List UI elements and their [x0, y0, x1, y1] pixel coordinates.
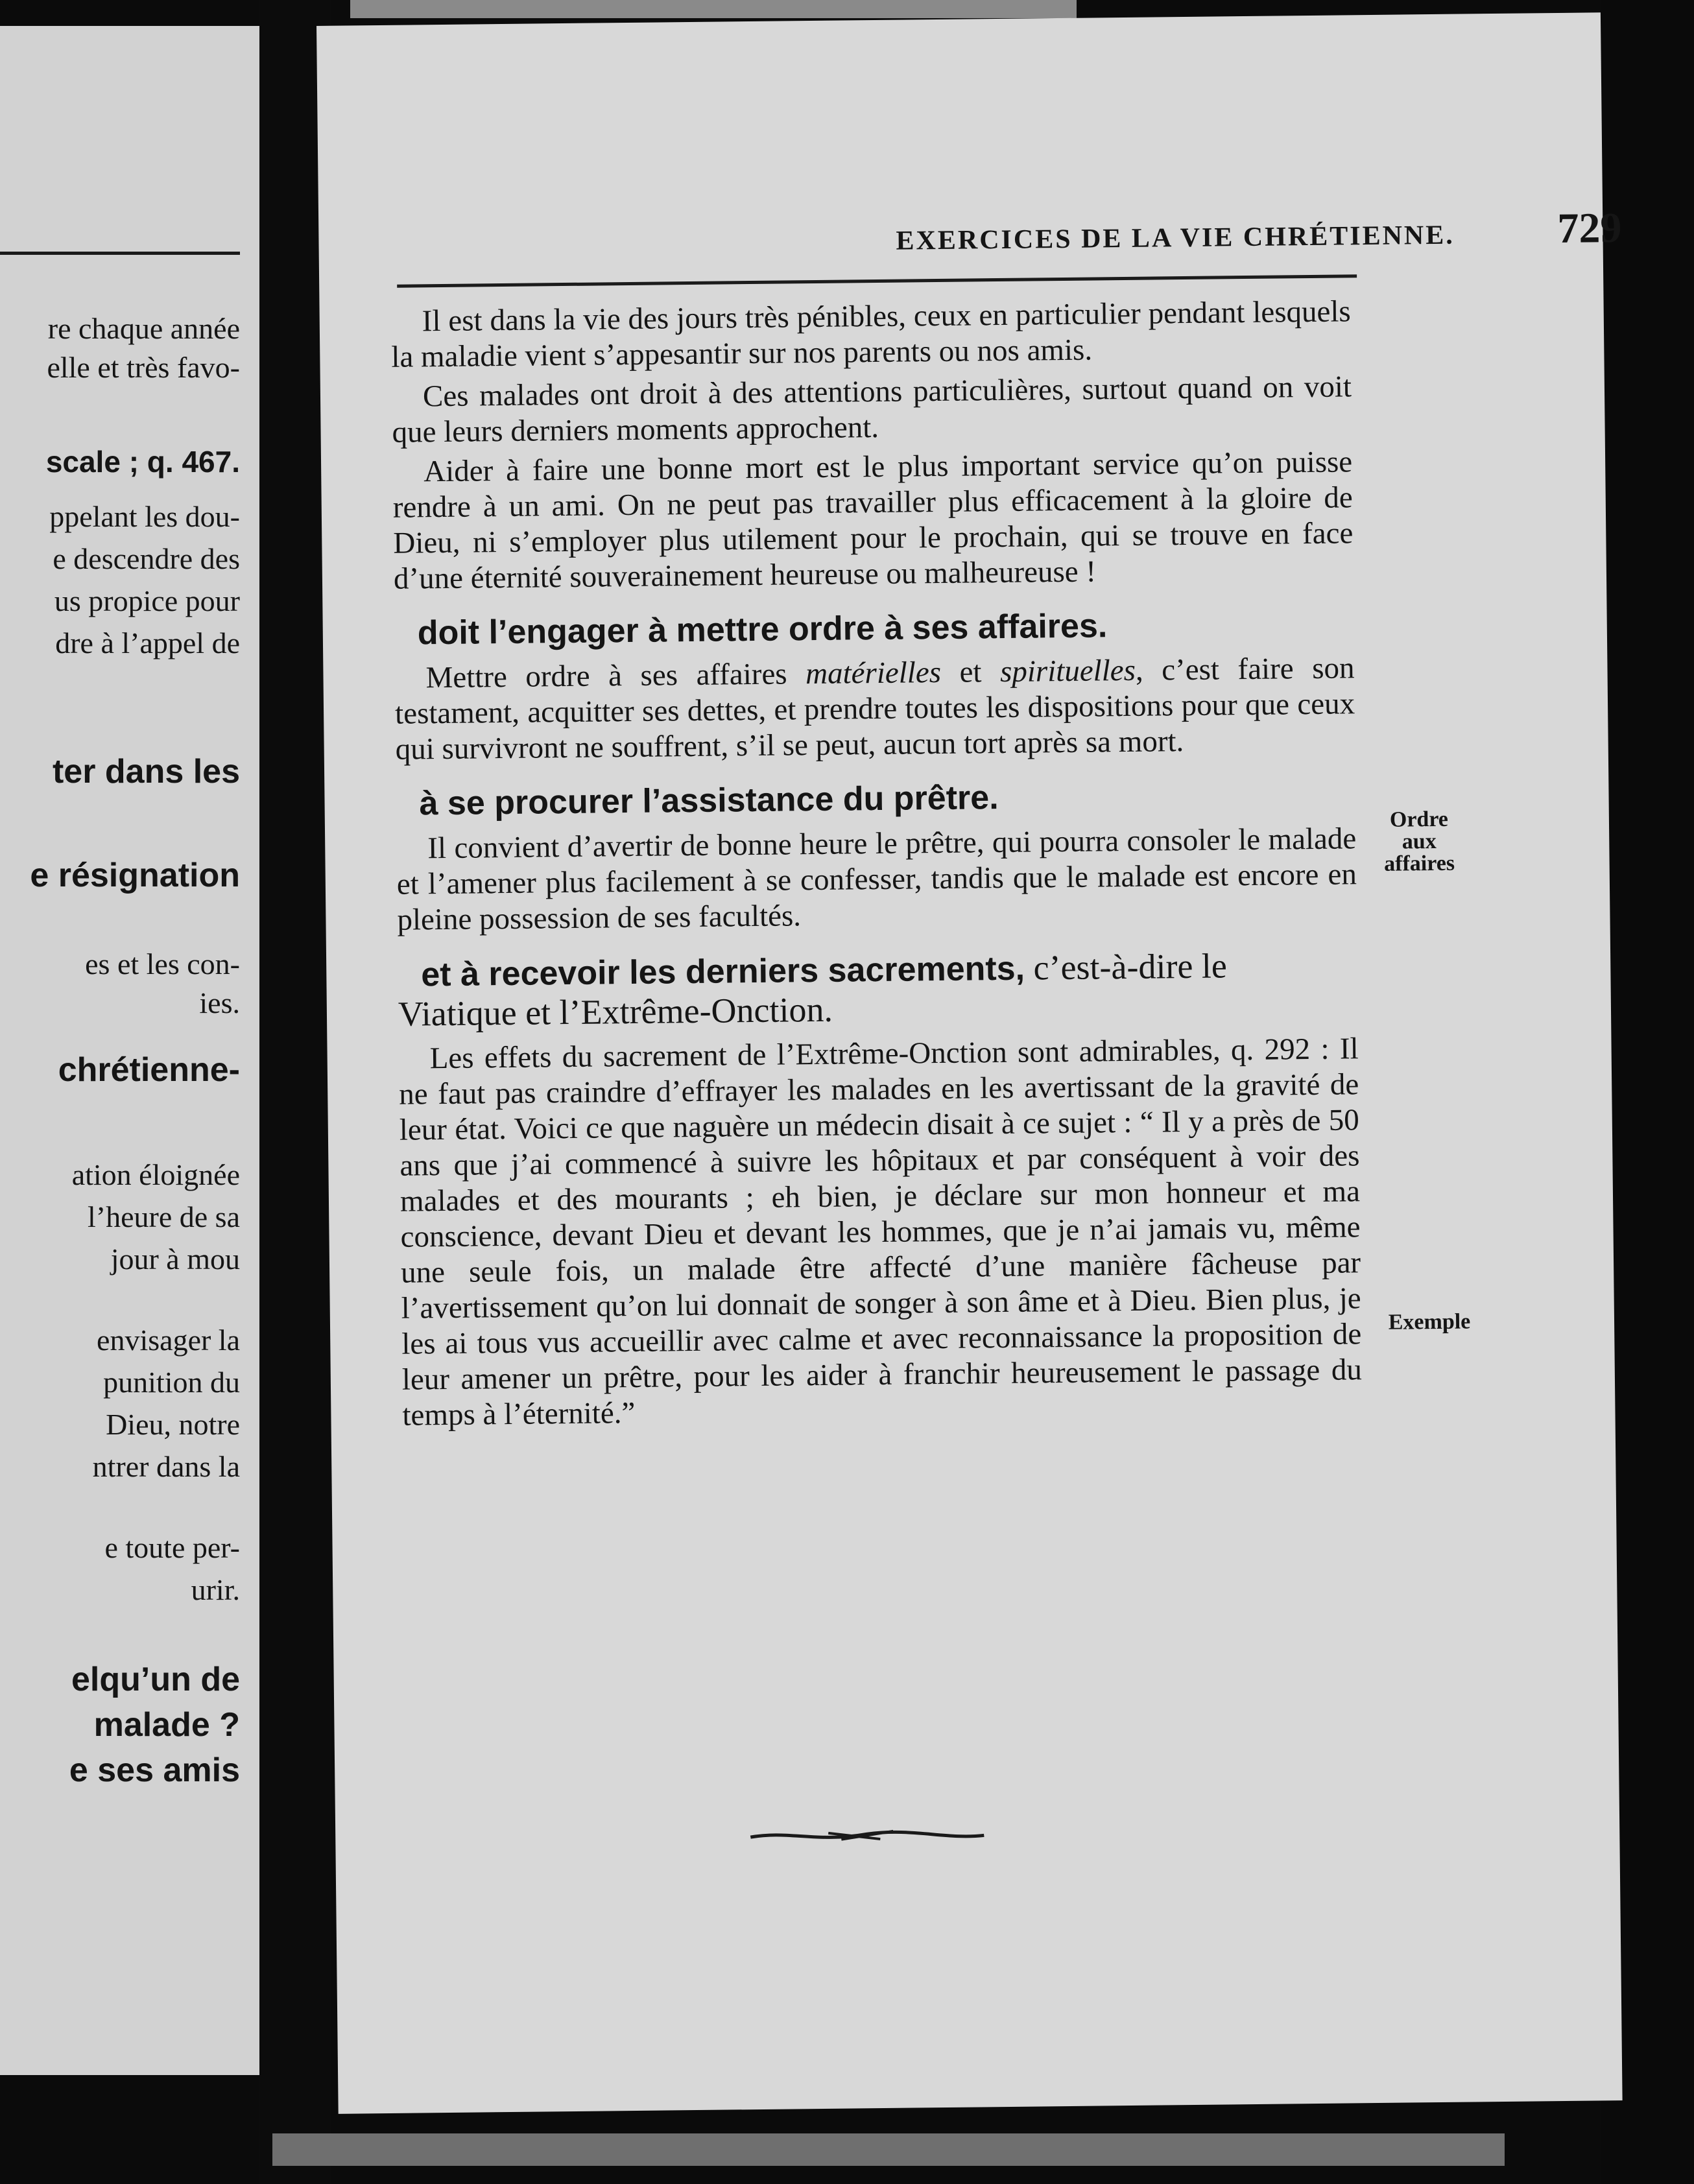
text-run: et — [940, 655, 1001, 689]
heading-assistance-pretre: à se procurer l’assistance du prêtre. — [419, 779, 999, 823]
paragraph-ordre-affaires — [394, 650, 1355, 767]
previous-page-line: re chaque année — [47, 312, 240, 345]
text-run: , c’est faire son testament, acquitter ses dettes, et prendre toutes les dispositions pour que ceux qui survivront ne souffrent, s’il se peut, aucun tort après sa mort. — [394, 651, 1355, 766]
previous-page-line: e ses amis — [69, 1751, 240, 1789]
running-title: EXERCICES DE LA VIE CHRÉTIENNE. — [896, 220, 1455, 256]
previous-page-fragment — [0, 26, 259, 2075]
paragraph-intro: Il est dans la vie des jours très pénibles, ceux en particulier pendant lesquels la maladie vient s’appesantir sur nos parents ou nos amis. — [391, 294, 1351, 374]
page-729 — [316, 12, 1623, 2114]
heading-derniers-sacrements — [398, 945, 1358, 1034]
running-head — [584, 196, 1675, 267]
previous-page-line: ntrer dans la — [92, 1450, 240, 1483]
previous-page-line: dre à l’appel de — [55, 626, 240, 659]
heading-bold-part: et à recevoir les derniers sacrements, — [421, 949, 1025, 994]
end-ornament — [750, 1825, 984, 1847]
previous-page-line: chrétienne- — [58, 1051, 240, 1089]
previous-page-line: e descendre des — [53, 542, 240, 575]
text-run: Mettre ordre à ses affaires — [425, 657, 806, 695]
page-body — [390, 294, 1362, 1433]
page-number: 729 — [1557, 204, 1622, 252]
scan-edge-top — [350, 0, 1077, 18]
previous-page-line: punition du — [103, 1366, 240, 1399]
header-rule — [397, 274, 1357, 287]
emphasis-materielles: matérielles — [805, 655, 942, 691]
previous-page-line: Dieu, notre — [106, 1408, 240, 1441]
emphasis-spirituelles: spirituelles — [999, 653, 1136, 689]
previous-page-line: ies. — [199, 986, 240, 1019]
paragraph-extreme-onction: Les effets du sacrement de l’Extrême-Onction sont admirables, q. 292 : Il ne faut pas craindre d’effrayer les malades en les avertissant de la gravité de leur état. Voici ce que naguère un médecin disait à ce sujet : “ Il y a près de 50 ans que j’ai commencé à suivre les hôpitaux et par conséquent à voir des malades et des mourants ; eh bien, je déclare sur mon honneur et ma conscience, devant Dieu et devant les hommes, que je n’ai jamais vu, même une seule fois, un malade être affecté d’une manière fâcheuse par l’avertissement qu’on lui donnait de songer à son âme et à Dieu. Bien plus, je les ai tous vus accueillir avec calme et avec reconnaissance la proposition de leur amener un prêtre, pour les aider à franchir heureusement le passage du temps à l’éternité.” — [398, 1032, 1363, 1432]
previous-page-line: e toute per- — [104, 1531, 240, 1564]
previous-page-line: us propice pour — [54, 584, 240, 617]
previous-page-line: scale ; q. 467. — [45, 445, 240, 479]
heading-continuation: Viatique et l’Extrême-Onction. — [398, 990, 833, 1034]
previous-page-line: elle et très favo- — [47, 351, 240, 384]
paragraph-avertir-pretre: Il convient d’avertir de bonne heure le prêtre, qui pourra consoler le malade et l’amener plus facilement à se confesser, tandis que le malade est encore en pleine possession de ses facultés. — [396, 822, 1357, 937]
paragraph-bonne-mort: Aider à faire une bonne mort est le plus important service qu’on puisse rendre à un ami. On ne peut pas travailler plus efficacement à la gloire de Dieu, ni s’employer plus utilement pour le prochain, qui se trouve en face d’une éternité souverainement heureuse ou malheureuse ! — [392, 445, 1354, 596]
margin-note-line: affaires — [1383, 851, 1455, 876]
previous-page-line: ppelant les dou- — [49, 500, 240, 533]
previous-page-line: elqu’un de — [71, 1661, 240, 1698]
previous-page-line: jour à mou — [110, 1242, 240, 1276]
previous-page-line: envisager la — [97, 1323, 240, 1357]
previous-page-rule — [0, 252, 240, 255]
previous-page-line: l’heure de sa — [88, 1200, 240, 1233]
margin-note-line: aux — [1402, 829, 1437, 854]
previous-page-line: malade ? — [93, 1706, 240, 1744]
previous-page-line: es et les con- — [85, 947, 240, 980]
previous-page-line: e résignation — [30, 857, 240, 894]
margin-note-exemple: Exemple — [1388, 1309, 1471, 1335]
scan-edge-bottom — [272, 2133, 1505, 2166]
margin-note-line: Ordre — [1389, 807, 1449, 832]
previous-page-line: ation éloignée — [71, 1158, 240, 1191]
paragraph-attentions: Ces malades ont droit à des attentions particulières, surtout quand on voit que leurs derniers moments approchent. — [392, 370, 1352, 449]
margin-note-ordre-aux-affaires — [1370, 808, 1468, 875]
heading-tail: c’est-à-dire le — [1024, 946, 1228, 988]
previous-page-line: urir. — [191, 1573, 240, 1606]
heading-ordre-affaires: doit l’engager à mettre ordre à ses affaires. — [417, 607, 1108, 652]
previous-page-line: ter dans les — [52, 753, 240, 790]
